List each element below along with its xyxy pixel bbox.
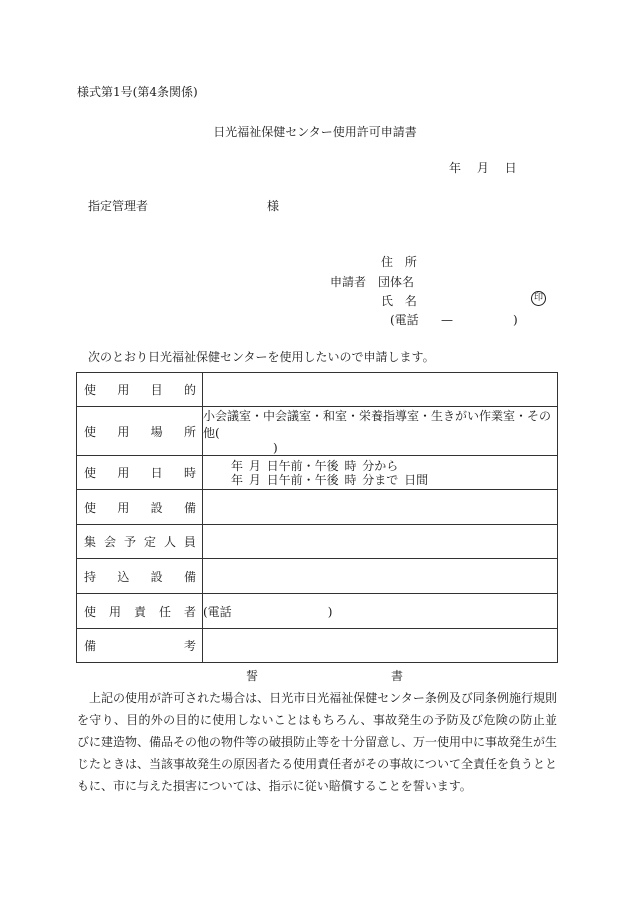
seal-mark: 印 bbox=[531, 291, 546, 306]
label-char: 備 bbox=[84, 639, 97, 653]
label-char: 設 bbox=[150, 569, 163, 584]
label-char: 定 bbox=[143, 535, 156, 549]
usage-table bbox=[76, 372, 558, 663]
table-row-brought-equipment bbox=[77, 559, 558, 594]
label-char: 備 bbox=[183, 500, 196, 515]
label-char: 使 bbox=[84, 500, 97, 515]
label-char: 目 bbox=[150, 383, 163, 397]
address-label: 住 所 bbox=[381, 255, 417, 269]
row-label bbox=[77, 559, 203, 594]
applicant-label: 申請者 bbox=[330, 275, 367, 289]
label-char: 人 bbox=[163, 535, 176, 549]
label-spread bbox=[84, 381, 196, 398]
label-char: 考 bbox=[183, 639, 196, 653]
row-label bbox=[77, 456, 203, 490]
responsible-phone-close: ) bbox=[327, 604, 333, 619]
datetime-to: 年 月 日午前・午後 時 分まで 日間 bbox=[231, 472, 429, 487]
label-char: 使 bbox=[84, 383, 97, 397]
label-char: 使 bbox=[84, 424, 97, 439]
label-spread bbox=[84, 603, 196, 620]
remarks-field[interactable] bbox=[203, 629, 558, 663]
table-row-equipment bbox=[77, 490, 558, 525]
label-char: 日 bbox=[150, 466, 163, 480]
label-char: 予 bbox=[123, 535, 136, 549]
purpose-field[interactable] bbox=[203, 373, 558, 407]
form-title: 日光福祉保健センター使用許可申請書 bbox=[213, 125, 417, 139]
label-char: 用 bbox=[108, 604, 121, 619]
label-char: 集 bbox=[84, 535, 97, 549]
organization-label: 団体名 bbox=[378, 275, 415, 289]
label-char: 場 bbox=[150, 424, 163, 439]
label-char: 備 bbox=[183, 569, 196, 584]
table-row-datetime bbox=[77, 456, 558, 490]
addressee-label: 指定管理者 bbox=[88, 199, 149, 213]
label-char: 所 bbox=[183, 424, 196, 439]
addressee-honorific: 様 bbox=[267, 199, 280, 213]
label-char: 用 bbox=[117, 500, 130, 515]
row-label bbox=[77, 490, 203, 525]
date-line: 年 月 日 bbox=[449, 161, 517, 175]
label-char: 設 bbox=[150, 500, 163, 515]
applicant-phone-dash: — bbox=[441, 313, 453, 327]
pledge-title-1: 誓 bbox=[246, 669, 259, 683]
label-char: 使 bbox=[84, 466, 97, 480]
place-field[interactable] bbox=[203, 407, 558, 456]
responsible-field[interactable] bbox=[203, 594, 558, 629]
label-char: 員 bbox=[183, 535, 196, 549]
label-char: 用 bbox=[117, 424, 130, 439]
place-other-close: ) bbox=[273, 441, 278, 455]
row-label bbox=[77, 407, 203, 456]
name-label: 氏 名 bbox=[381, 294, 417, 308]
label-char: 用 bbox=[117, 466, 130, 480]
row-label bbox=[77, 629, 203, 663]
row-label bbox=[77, 373, 203, 407]
label-spread bbox=[84, 637, 196, 654]
label-spread bbox=[84, 568, 196, 585]
label-char: 時 bbox=[183, 466, 196, 480]
pledge-title-2: 書 bbox=[391, 669, 404, 683]
form-number: 様式第1号(第4条関係) bbox=[77, 85, 198, 99]
label-char: 込 bbox=[117, 569, 130, 584]
label-char: 持 bbox=[84, 569, 97, 584]
table-row-remarks bbox=[77, 629, 558, 663]
intro-text: 次のとおり日光福祉保健センターを使用したいので申請します。 bbox=[88, 350, 435, 364]
datetime-from: 年 月 日午前・午後 時 分から bbox=[231, 458, 399, 473]
table-row-purpose bbox=[77, 373, 558, 407]
label-char: 責 bbox=[133, 604, 146, 619]
label-char: 任 bbox=[158, 604, 171, 619]
label-spread bbox=[84, 499, 196, 516]
label-char: 者 bbox=[183, 604, 196, 619]
attendees-field[interactable] bbox=[203, 525, 558, 559]
pledge-body: 上記の使用が許可された場合は、日光市日光福祉保健センター条例及び同条例施行規則を守り、目的外の目的に使用しないことはもちろん、事故発生の予防及び危険の防止並びに建造物、備品その他の物件等の破損防止等を十分留意し、万一使用中に事故発生が生じたときは、当該事故発生の原因者たる使用責任者がその事故について全責任を負うとともに、市に与えた損害については、指示に従い賠償することを誓います。 bbox=[77, 691, 558, 793]
brought-equipment-field[interactable] bbox=[203, 559, 558, 594]
table-row-responsible bbox=[77, 594, 558, 629]
place-options: 小会議室・中会議室・和室・栄養指導室・生きがい作業室・その他( bbox=[203, 409, 552, 440]
applicant-phone-close: ) bbox=[513, 313, 518, 327]
label-spread bbox=[84, 423, 196, 440]
label-spread bbox=[84, 533, 196, 550]
label-char: 使 bbox=[84, 604, 97, 619]
label-char: 会 bbox=[103, 535, 116, 549]
label-char: 的 bbox=[183, 383, 196, 397]
table-row-attendees bbox=[77, 525, 558, 559]
row-label bbox=[77, 525, 203, 559]
label-char: 用 bbox=[117, 383, 130, 397]
row-label bbox=[77, 594, 203, 629]
table-row-place bbox=[77, 407, 558, 456]
applicant-phone-open: (電話 bbox=[390, 313, 419, 327]
datetime-field[interactable] bbox=[203, 456, 558, 490]
responsible-phone-open: (電話 bbox=[203, 604, 232, 619]
label-spread bbox=[84, 464, 196, 481]
equipment-field[interactable] bbox=[203, 490, 558, 525]
